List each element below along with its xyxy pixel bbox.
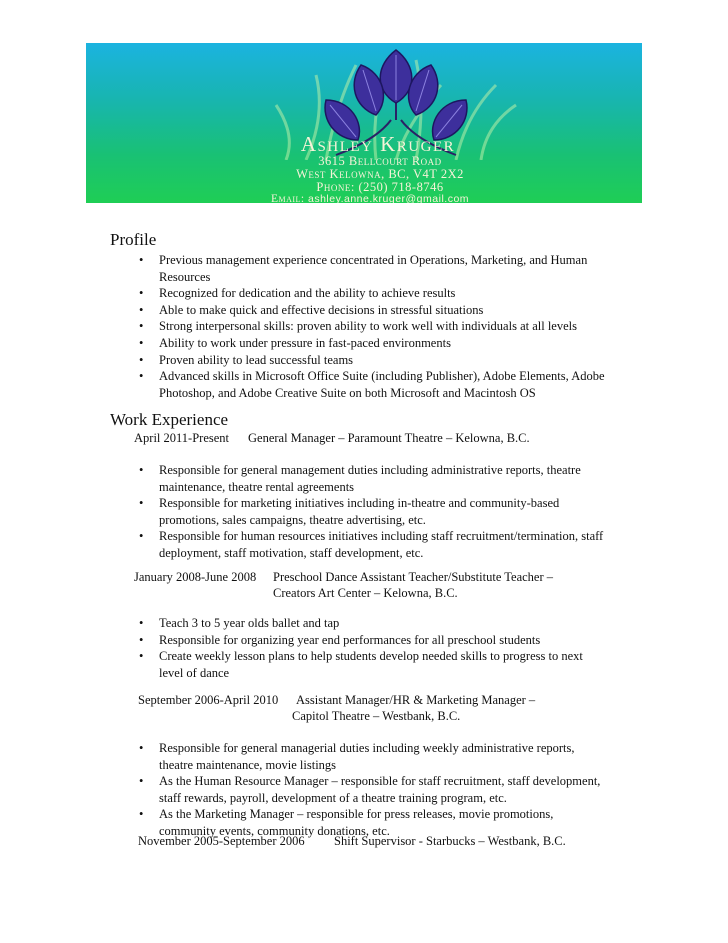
bullet-icon: • — [139, 302, 144, 317]
list-item: • Ability to work under pressure in fast-paced environments — [139, 335, 451, 350]
list-item: • Responsible for marketing initiatives including in-theatre and community-based promotions, sales campaigns, theatre advertising, etc. — [139, 496, 560, 527]
bullet-icon: • — [139, 741, 144, 755]
job4-role: Shift Supervisor - Starbucks – Westbank, B.C. — [334, 834, 566, 848]
list-item: • Advanced skills in Microsoft Office Suite (including Publisher), Adobe Elements, Adobe Photoshop, and Adobe Creative Suite on both Microsoft and Macintosh OS — [139, 369, 605, 400]
bullet-icon: • — [139, 616, 144, 630]
profile-list — [110, 252, 638, 401]
bullet-icon: • — [139, 335, 144, 350]
job2-role-line2: Creators Art Center – Kelowna, B.C. — [273, 586, 458, 600]
list-item: • Teach 3 to 5 year olds ballet and tap — [139, 616, 340, 630]
bullet-icon: • — [139, 807, 144, 822]
job4-dates: November 2005-September 2006 — [138, 834, 305, 848]
list-item: • Previous management experience concentrated in Operations, Marketing, and Human Resources — [139, 253, 588, 284]
email-label: Email: — [270, 193, 305, 203]
list-item: • As the Human Resource Manager – responsible for staff recruitment, staff development, staff rewards, payroll, development of a theatre training program, etc. — [139, 774, 601, 805]
job3-dates: September 2006-April 2010 — [138, 693, 279, 707]
profile-heading: Profile — [110, 230, 157, 249]
address-line-2: West Kelowna, BC, V4T 2X2 — [296, 167, 464, 181]
bullet-icon: • — [139, 253, 144, 267]
list-item: • Responsible for general managerial duties including weekly administrative reports, theatre maintenance, movie listings — [139, 741, 575, 772]
job2-role-line1: Preschool Dance Assistant Teacher/Substitute Teacher – — [273, 570, 554, 584]
bullet-icon: • — [139, 286, 144, 301]
phone-number: Phone: (250) 718-8746 — [316, 180, 444, 194]
work-experience-heading: Work Experience — [110, 410, 229, 429]
bullet-icon: • — [139, 352, 144, 367]
job1-duties — [110, 462, 610, 562]
job3-role-line1: Assistant Manager/HR & Marketing Manager – — [296, 693, 536, 707]
bullet-icon: • — [139, 463, 144, 477]
list-item: • Proven ability to lead successful teams — [139, 352, 354, 367]
job3-role-line2: Capitol Theatre – Westbank, B.C. — [292, 709, 461, 723]
list-item: • Recognized for dedication and the ability to achieve results — [139, 286, 456, 301]
bullet-icon: • — [139, 369, 144, 384]
email-address[interactable]: ashley.anne.kruger@gmail.com — [308, 193, 470, 203]
address-line-1: 3615 Bellcourt Road — [318, 154, 442, 168]
list-item: • Responsible for general management duties including administrative reports, theatre maintenance, theatre rental agreements — [139, 463, 581, 494]
list-item: • Responsible for organizing year end performances for all preschool students — [139, 632, 541, 647]
applicant-name: Ashley Kruger — [300, 132, 456, 156]
bullet-icon: • — [139, 632, 144, 647]
job2-duties — [110, 615, 610, 681]
job2-dates: January 2008-June 2008 — [134, 570, 257, 584]
list-item: • As the Marketing Manager – responsible for press releases, movie promotions, community events, community donations, etc. — [139, 807, 554, 838]
bullet-icon: • — [139, 319, 144, 334]
header-banner — [86, 43, 642, 203]
list-item: • Responsible for human resources initiatives including staff recruitment/termination, staff deployment, staff motivation, staff development, etc. — [139, 529, 604, 560]
list-item: • Create weekly lesson plans to help students develop needed skills to progress to next level of dance — [139, 649, 583, 680]
job1-dates: April 2011-Present — [134, 431, 230, 445]
job1-role: General Manager – Paramount Theatre – Kelowna, B.C. — [248, 431, 530, 445]
list-item: • Able to make quick and effective decisions in stressful situations — [139, 302, 484, 317]
list-item: • Strong interpersonal skills: proven ability to work well with individuals at all levels — [139, 319, 577, 334]
bullet-icon: • — [139, 496, 144, 511]
bullet-icon: • — [139, 649, 144, 664]
bullet-icon: • — [139, 529, 144, 544]
email-line — [92, 193, 642, 203]
job3-duties — [110, 740, 610, 840]
bullet-icon: • — [139, 774, 144, 789]
